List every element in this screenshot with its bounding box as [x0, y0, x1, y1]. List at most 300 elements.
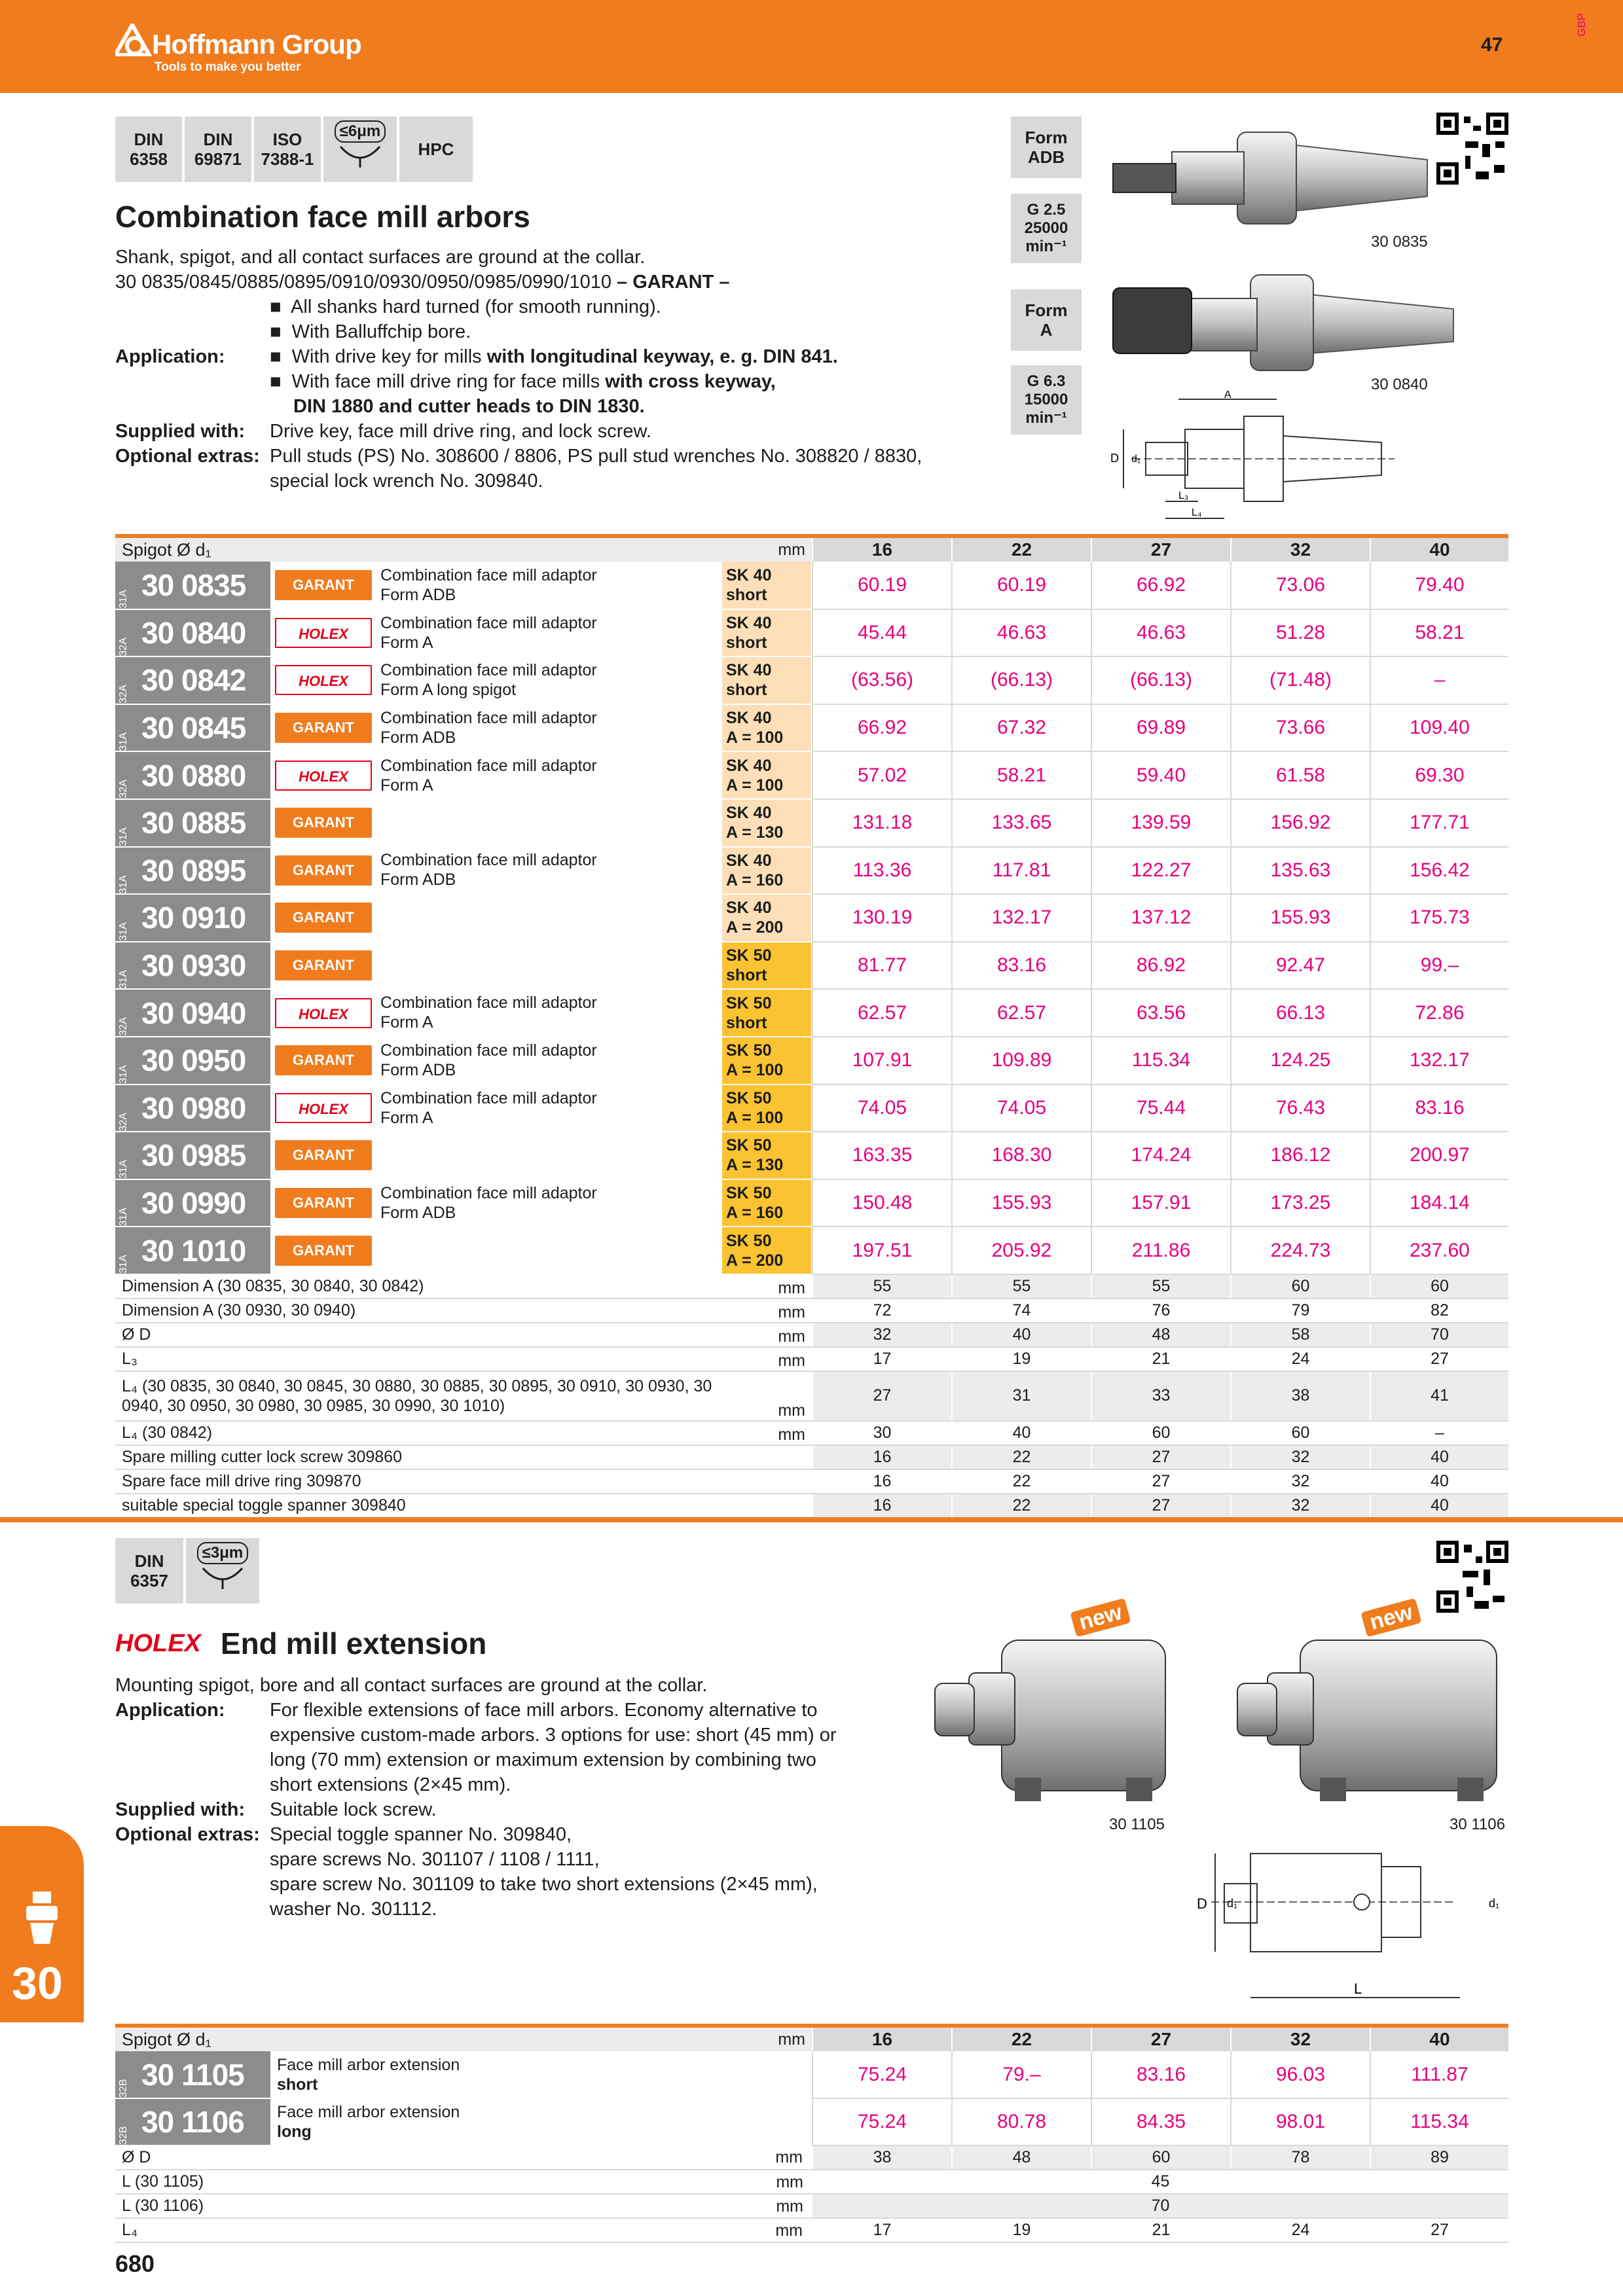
price-cell[interactable]: 73.66 — [1231, 704, 1370, 752]
description-cell — [376, 1132, 722, 1179]
price-cell[interactable]: 75.24 — [812, 2098, 952, 2145]
dimension-unit — [722, 1445, 812, 1469]
price-group-code: 32B — [118, 2126, 129, 2145]
taper-size: SK 50 — [726, 994, 772, 1013]
taper-size-cell — [722, 942, 811, 990]
dimension-unit-text: mm — [776, 2197, 803, 2215]
price-cell[interactable]: 59.40 — [1091, 751, 1231, 799]
dimension-value: 22 — [952, 1445, 1091, 1469]
price-cell[interactable]: 66.92 — [1091, 562, 1231, 609]
dimension-value: 60 — [1370, 1274, 1508, 1299]
extension-short-image — [930, 1634, 1178, 1810]
article-number[interactable]: 30 1010 — [141, 1233, 246, 1268]
price-cell[interactable]: 96.03 — [1231, 2051, 1370, 2098]
brand-cell — [270, 894, 376, 942]
price-cell[interactable]: 84.35 — [1091, 2098, 1231, 2145]
column-header: 40 — [1370, 538, 1508, 562]
price-cell[interactable]: 83.16 — [952, 942, 1091, 990]
price-cell[interactable]: 60.19 — [812, 562, 952, 609]
dimension-value: 27 — [1370, 1347, 1508, 1371]
article-number[interactable]: 30 0990 — [141, 1186, 246, 1221]
article-number[interactable]: 30 0980 — [141, 1090, 246, 1125]
dim-a-label: A — [1224, 390, 1231, 401]
table-row[interactable] — [115, 942, 1508, 990]
price-cell[interactable]: 135.63 — [1231, 847, 1370, 895]
taper-length: short — [726, 966, 767, 985]
taper-size: SK 40 — [726, 899, 772, 918]
runout-gauge-icon — [200, 1564, 246, 1590]
qr-code-icon[interactable] — [1436, 113, 1508, 185]
dimension-unit: mm — [722, 1347, 812, 1371]
description-line: Combination face mill adaptor — [380, 1041, 597, 1060]
dim-l4-label: L₄ — [1192, 507, 1202, 518]
price-cell[interactable]: 69.30 — [1370, 751, 1508, 799]
price-cell[interactable]: 186.12 — [1231, 1132, 1370, 1179]
description-cell — [376, 894, 722, 942]
dimension-row — [115, 1299, 1508, 1323]
description-line: Face mill arbor extension — [277, 2103, 460, 2121]
price-cell[interactable]: 156.42 — [1370, 847, 1508, 895]
table-row[interactable] — [115, 562, 1508, 609]
price-cell[interactable]: 175.73 — [1370, 894, 1508, 942]
brand-cell — [270, 989, 376, 1037]
dimension-unit — [722, 1469, 812, 1494]
badge-din6358: DIN 6358 — [115, 117, 182, 182]
taper-length: short — [726, 633, 767, 652]
dimension-unit-text: mm — [775, 2148, 803, 2166]
garant-logo: GARANT — [275, 808, 372, 838]
dimension-row — [115, 1445, 1508, 1469]
price-cell[interactable]: 132.17 — [952, 894, 1091, 942]
price-cell[interactable]: 98.01 — [1231, 2098, 1370, 2145]
dimension-value: 38 — [1231, 1371, 1370, 1421]
dimension-value: 40 — [1370, 1469, 1508, 1494]
supplied-block — [115, 419, 1006, 444]
dimension-label: Spare milling cutter lock screw 309860 — [115, 1445, 722, 1469]
table-row[interactable] — [115, 2051, 1508, 2098]
brand-cell — [270, 799, 376, 847]
price-group-code: 31A — [118, 1255, 129, 1274]
article-number-cell — [115, 2098, 270, 2145]
price-cell[interactable]: 177.71 — [1370, 799, 1508, 847]
description-line: Combination face mill adaptor — [380, 709, 597, 728]
price-cell[interactable]: 81.77 — [812, 942, 952, 990]
article-number[interactable]: 30 0835 — [141, 567, 246, 602]
article-number[interactable]: 30 0930 — [141, 948, 246, 983]
description-line: Combination face mill adaptor — [380, 661, 597, 680]
price-cell[interactable]: 67.32 — [952, 704, 1091, 752]
taper-length: A = 100 — [726, 1061, 784, 1080]
article-number[interactable]: 30 0885 — [141, 806, 246, 840]
description-form: Form A — [380, 1108, 433, 1127]
price-cell[interactable]: (66.13) — [952, 656, 1091, 704]
price-cell[interactable]: 74.05 — [812, 1085, 952, 1132]
table-row[interactable] — [115, 2098, 1508, 2145]
price-cell[interactable]: 46.63 — [952, 609, 1091, 657]
price-cell[interactable]: 73.06 — [1231, 562, 1370, 609]
description-form: Form ADB — [380, 870, 456, 889]
price-cell[interactable]: 124.25 — [1231, 1037, 1370, 1085]
article-number[interactable]: 30 0840 — [141, 615, 246, 650]
dimension-value: 27 — [1370, 2218, 1508, 2242]
dim-l-label: L — [1354, 1981, 1362, 1997]
application-line: expensive custom-made arbors. 3 options for use: short (45 mm) or — [270, 1725, 837, 1746]
taper-length: A = 100 — [726, 728, 784, 747]
dimension-label: suitable special toggle spanner 309840 — [115, 1494, 722, 1518]
price-cell[interactable]: 62.57 — [952, 989, 1091, 1037]
arbor-chapter-icon — [24, 1892, 60, 1944]
optional-label: Optional extras: — [115, 446, 260, 467]
price-cell[interactable]: 74.05 — [952, 1085, 1091, 1132]
badge-din6357: DIN 6357 — [115, 1538, 183, 1604]
holex-logo: HOLEX — [275, 761, 372, 791]
standards-badges — [115, 117, 473, 182]
taper-size-cell — [722, 1132, 811, 1179]
price-cell[interactable]: 66.92 — [812, 704, 952, 752]
price-cell[interactable]: 205.92 — [952, 1227, 1091, 1274]
price-cell[interactable]: 109.89 — [952, 1037, 1091, 1085]
column-header: 27 — [1091, 538, 1231, 562]
price-cell[interactable]: (71.48) — [1231, 656, 1370, 704]
price-cell[interactable]: (66.13) — [1091, 656, 1231, 704]
runout-gauge-icon — [337, 143, 383, 169]
dimension-value: 48 — [1091, 1323, 1231, 1347]
price-cell[interactable]: 157.91 — [1091, 1179, 1231, 1227]
bullet-item: ■ With drive key for mills with longitudinal keyway, e. g. DIN 841. — [270, 346, 838, 367]
badge-runout: ≤6μm — [323, 117, 397, 182]
article-number-cell — [115, 609, 270, 657]
garant-logo: GARANT — [275, 855, 372, 886]
bullet-item-cont: DIN 1880 and cutter heads to DIN 1830. — [293, 396, 645, 417]
column-header: 16 — [812, 2028, 952, 2051]
price-cell[interactable]: 109.40 — [1370, 704, 1508, 752]
holex-logo: HOLEX — [275, 618, 372, 648]
description-line: Combination face mill adaptor — [380, 613, 597, 632]
description-line: Combination face mill adaptor — [380, 756, 597, 775]
dimension-value: 24 — [1231, 1347, 1370, 1371]
brand-cell — [270, 1179, 376, 1227]
price-cell[interactable]: 83.16 — [1091, 2051, 1231, 2098]
table-row[interactable] — [115, 704, 1508, 752]
page-number: 680 — [115, 2250, 155, 2277]
dimension-value: 22 — [952, 1494, 1091, 1518]
intro-text: Shank, spigot, and all contact surfaces are ground at the collar. — [115, 247, 646, 268]
brand-cell — [270, 751, 376, 799]
supplied-text: Suitable lock screw. — [270, 1799, 437, 1820]
dimension-value: 19 — [952, 1347, 1091, 1371]
description-form: Form ADB — [380, 728, 456, 747]
intro-text: Mounting spigot, bore and all contact surfaces are ground at the collar. — [115, 1675, 708, 1696]
description-cell — [270, 2051, 811, 2098]
dimension-value: 74 — [952, 1299, 1091, 1323]
article-number[interactable]: 30 0950 — [141, 1043, 246, 1078]
price-cell[interactable]: 58.21 — [952, 751, 1091, 799]
chapter-number: 30 — [12, 1958, 63, 2009]
spigot-label: Spigot Ø d₁ — [115, 2028, 270, 2051]
dimension-value: 38 — [812, 2145, 952, 2170]
article-number[interactable]: 30 1106 — [141, 2105, 244, 2139]
dim-d-label: D — [1197, 1895, 1207, 1912]
price-cell[interactable]: 133.65 — [952, 799, 1091, 847]
price-cell[interactable]: 46.63 — [1091, 609, 1231, 657]
dimension-value: 60 — [1091, 2145, 1231, 2170]
dimension-value: 40 — [1370, 1445, 1508, 1469]
dimension-value: – — [1370, 1421, 1508, 1445]
garant-logo: GARANT — [275, 713, 372, 743]
article-number[interactable]: 30 0845 — [141, 711, 246, 745]
description-cell — [376, 989, 722, 1037]
taper-size: SK 50 — [726, 946, 772, 965]
price-cell[interactable]: 122.27 — [1091, 847, 1231, 895]
table-row[interactable] — [115, 1085, 1508, 1132]
table-row[interactable] — [115, 1227, 1508, 1274]
brand-cell — [270, 1132, 376, 1179]
dimension-row — [115, 1274, 1508, 1299]
brand-cell — [270, 1037, 376, 1085]
taper-size: SK 40 — [726, 565, 772, 584]
article-number[interactable]: 30 0985 — [141, 1138, 246, 1173]
application-block — [115, 1698, 927, 1797]
garant-logo: GARANT — [275, 1140, 372, 1170]
brand-tagline: Tools to make you better — [155, 60, 301, 74]
article-number[interactable]: 30 0842 — [141, 663, 246, 698]
price-cell[interactable]: 168.30 — [952, 1132, 1091, 1179]
table-header-row — [115, 538, 1508, 562]
price-cell[interactable]: 63.56 — [1091, 989, 1231, 1037]
taper-size-cell — [722, 799, 811, 847]
price-cell[interactable]: 139.59 — [1091, 799, 1231, 847]
column-header: 22 — [952, 538, 1091, 562]
price-cell[interactable]: 200.97 — [1370, 1132, 1508, 1179]
badge-din69871: DIN 69871 — [185, 117, 251, 182]
taper-length: A = 200 — [726, 918, 784, 937]
dimension-unit — [775, 2145, 812, 2170]
garant-logo: GARANT — [275, 1045, 372, 1075]
description-form: Form A — [380, 776, 433, 795]
description-cell — [376, 799, 722, 847]
application-line: For flexible extensions of face mill arbors. Economy alternative to — [270, 1700, 818, 1721]
dimension-value: 17 — [812, 2218, 952, 2242]
region-label: GBP — [1575, 13, 1588, 37]
arbor-form-adb-image — [1100, 113, 1440, 243]
price-group-code: 32A — [118, 780, 129, 798]
description-cell — [376, 942, 722, 990]
dimension-value: 27 — [1091, 1445, 1231, 1469]
description-cell — [376, 656, 722, 704]
bullet-item: ■ All shanks hard turned (for smooth running). — [270, 296, 661, 317]
table-row[interactable] — [115, 989, 1508, 1037]
price-group-code: 31A — [118, 969, 129, 989]
dimension-value: 30 — [812, 1421, 952, 1445]
price-group-code: 32A — [118, 1017, 129, 1036]
price-cell[interactable]: 107.91 — [812, 1037, 952, 1085]
price-cell[interactable]: 173.25 — [1231, 1179, 1370, 1227]
price-cell[interactable]: 80.78 — [952, 2098, 1091, 2145]
price-cell[interactable]: 174.24 — [1091, 1132, 1231, 1179]
price-cell[interactable]: 76.43 — [1231, 1085, 1370, 1132]
price-cell[interactable]: 155.93 — [952, 1179, 1091, 1227]
supplied-label: Supplied with: — [115, 1799, 246, 1820]
dimension-value: 32 — [1231, 1469, 1370, 1494]
application-line: short extensions (2×45 mm). — [270, 1774, 511, 1795]
dimension-value: 21 — [1091, 2218, 1231, 2242]
dimension-value: 17 — [812, 1347, 952, 1371]
section-title: End mill extension — [220, 1626, 487, 1660]
price-cell[interactable]: 132.17 — [1370, 1037, 1508, 1085]
price-cell[interactable]: 79.– — [952, 2051, 1091, 2098]
price-cell[interactable]: 211.86 — [1091, 1227, 1231, 1274]
price-cell[interactable]: 130.19 — [812, 894, 952, 942]
price-cell[interactable]: 58.21 — [1370, 609, 1508, 657]
qr-code-icon[interactable] — [1436, 1541, 1508, 1613]
dimension-row — [115, 2194, 1508, 2218]
description-variant: long — [277, 2123, 312, 2141]
description-form: Form A long spigot — [380, 681, 517, 700]
description-line: Combination face mill adaptor — [380, 1183, 597, 1202]
optional-label: Optional extras: — [115, 1824, 260, 1845]
dimension-value-span: 45 — [812, 2170, 1508, 2194]
description-cell — [376, 562, 722, 609]
price-cell[interactable]: 155.93 — [1231, 894, 1370, 942]
article-range: 30 0835/0845/0885/0895/0910/0930/0950/0985/0990/1010 – GARANT – — [115, 272, 730, 293]
table-row[interactable] — [115, 799, 1508, 847]
article-number-cell — [115, 1037, 270, 1085]
price-cell[interactable]: (63.56) — [812, 656, 952, 704]
optional-block — [115, 444, 1006, 493]
dimension-value: 32 — [1231, 1445, 1370, 1469]
section-description — [115, 245, 1006, 493]
price-cell[interactable]: 184.14 — [1370, 1179, 1508, 1227]
bullet-list — [115, 295, 1006, 344]
price-cell[interactable]: 137.12 — [1091, 894, 1231, 942]
taper-size: SK 40 — [726, 851, 772, 870]
article-number-cell — [115, 704, 270, 752]
dimension-value: 16 — [812, 1469, 952, 1494]
price-cell[interactable]: 83.16 — [1370, 1085, 1508, 1132]
application-block — [115, 344, 1006, 419]
balance-grade-badge: G 2.5 25000 min⁻¹ — [1011, 194, 1082, 263]
article-number-cell — [115, 656, 270, 704]
bullet-item: ■ With face mill drive ring for face mills with cross keyway, — [270, 371, 776, 392]
dimension-value: 22 — [952, 1469, 1091, 1494]
price-cell[interactable]: 86.92 — [1091, 942, 1231, 990]
price-cell[interactable]: 99.– — [1370, 942, 1508, 990]
price-group-code: 32A — [118, 637, 129, 656]
price-cell[interactable]: 62.57 — [812, 989, 952, 1037]
article-number[interactable]: 30 0880 — [141, 758, 246, 793]
article-number[interactable]: 30 0910 — [141, 901, 246, 935]
holex-logo: HOLEX — [275, 665, 372, 695]
table-row[interactable] — [115, 1037, 1508, 1085]
brand-cell — [270, 1227, 376, 1274]
article-number-cell — [115, 1179, 270, 1227]
price-cell[interactable]: 51.28 — [1231, 609, 1370, 657]
price-cell[interactable]: – — [1370, 656, 1508, 704]
garant-logo: GARANT — [275, 570, 372, 600]
optional-line: washer No. 301112. — [270, 1899, 437, 1920]
taper-size: SK 40 — [726, 804, 772, 823]
price-cell[interactable]: 237.60 — [1370, 1227, 1508, 1274]
article-number[interactable]: 30 0895 — [141, 853, 246, 888]
table-row[interactable] — [115, 894, 1508, 942]
article-number-cell — [115, 2051, 270, 2098]
taper-size: SK 40 — [726, 613, 772, 632]
column-header: 22 — [952, 2028, 1091, 2051]
price-cell[interactable]: 131.18 — [812, 799, 952, 847]
taper-size-cell — [722, 847, 811, 895]
badge-hpc: HPC — [399, 117, 473, 182]
table-row[interactable] — [115, 1179, 1508, 1227]
image-label: 30 1106 — [1450, 1816, 1505, 1833]
price-cell[interactable]: 156.92 — [1231, 799, 1370, 847]
price-cell[interactable]: 75.44 — [1091, 1085, 1231, 1132]
article-number-cell — [115, 1085, 270, 1132]
article-number[interactable]: 30 1105 — [141, 2057, 244, 2092]
form-a-badge: Form A — [1011, 289, 1082, 351]
price-cell[interactable]: 72.86 — [1370, 989, 1508, 1037]
price-cell[interactable]: 117.81 — [952, 847, 1091, 895]
dimension-unit — [722, 1494, 812, 1518]
table-row[interactable] — [115, 1132, 1508, 1179]
column-header: 27 — [1091, 2028, 1231, 2051]
optional-line: spare screws No. 301107 / 1108 / 1111, — [270, 1849, 600, 1870]
price-cell[interactable]: 79.40 — [1370, 562, 1508, 609]
table-row[interactable] — [115, 751, 1508, 799]
dimension-label: Ø D — [115, 1323, 722, 1347]
price-cell[interactable]: 60.19 — [952, 562, 1091, 609]
price-cell[interactable]: 224.73 — [1231, 1227, 1370, 1274]
price-cell[interactable]: 57.02 — [812, 751, 952, 799]
image-label: 30 0840 — [1371, 376, 1428, 393]
article-number[interactable]: 30 0940 — [141, 996, 246, 1030]
table-row[interactable] — [115, 656, 1508, 704]
price-cell[interactable]: 66.13 — [1231, 989, 1370, 1037]
optional-text: Pull studs (PS) No. 308600 / 8806, PS pull stud wrenches No. 308820 / 8830, — [270, 446, 922, 467]
brand-cell — [270, 704, 376, 752]
price-cell[interactable]: 150.48 — [812, 1179, 952, 1227]
price-cell[interactable]: 92.47 — [1231, 942, 1370, 990]
brand-cell — [270, 609, 376, 657]
description-form: Form ADB — [380, 1061, 456, 1080]
chapter-tab[interactable] — [0, 1826, 84, 2022]
description-form: Form A — [380, 633, 433, 652]
price-cell[interactable]: 115.34 — [1091, 1037, 1231, 1085]
taper-size: SK 40 — [726, 661, 772, 680]
taper-size: SK 50 — [726, 1184, 772, 1203]
dim-d1-label: d₁ — [1131, 454, 1141, 465]
price-cell[interactable]: 111.87 — [1370, 2051, 1508, 2098]
price-cell[interactable]: 197.51 — [812, 1227, 952, 1274]
dimension-label: L₄ — [115, 2218, 811, 2242]
brand-cell — [270, 1085, 376, 1132]
table-row[interactable] — [115, 609, 1508, 657]
price-cell[interactable]: 61.58 — [1231, 751, 1370, 799]
price-cell[interactable]: 163.35 — [812, 1132, 952, 1179]
taper-length: short — [726, 1013, 767, 1032]
dimension-value: 78 — [1231, 2145, 1370, 2170]
dimension-value: 72 — [812, 1299, 952, 1323]
table-row[interactable] — [115, 847, 1508, 895]
brand-cell — [270, 562, 376, 609]
price-cell[interactable]: 75.24 — [812, 2051, 952, 2098]
description-form: Form A — [380, 1013, 433, 1032]
price-cell[interactable]: 45.44 — [812, 609, 952, 657]
price-cell[interactable]: 115.34 — [1370, 2098, 1508, 2145]
price-group-code: 31A — [118, 827, 129, 846]
price-cell[interactable]: 113.36 — [812, 847, 952, 895]
price-group-code: 32B — [118, 2079, 129, 2098]
price-cell[interactable]: 69.89 — [1091, 704, 1231, 752]
